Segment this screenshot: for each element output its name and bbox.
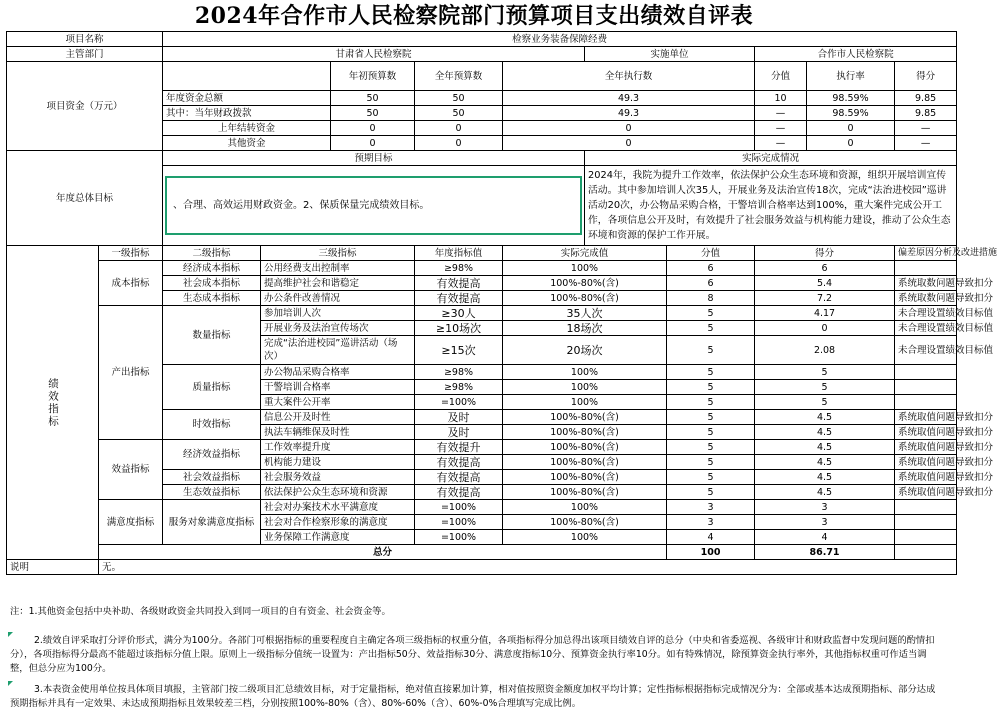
- funds-cell: 0: [415, 136, 503, 151]
- note-cell: [895, 261, 957, 276]
- l2-qty: 数量指标: [163, 306, 261, 365]
- target-cell: ≥98%: [415, 380, 503, 395]
- score-cell: 5: [667, 365, 755, 380]
- l3-cell: 办公条件改善情况: [261, 291, 415, 306]
- l1-benefit: 效益指标: [99, 440, 163, 500]
- score-cell: 3: [667, 500, 755, 515]
- perf-head-got: 得分: [755, 246, 895, 261]
- funds-row-name: 上年结转资金: [163, 121, 331, 136]
- actual-cell: 100%-80%(含): [503, 440, 667, 455]
- target-cell: =100%: [415, 395, 503, 410]
- actual-cell: 35人次: [503, 306, 667, 321]
- actual-cell: 100%-80%(含): [503, 291, 667, 306]
- l3-cell: 业务保障工作满意度: [261, 530, 415, 545]
- actual-cell: 100%: [503, 261, 667, 276]
- note-cell: 系统取值问题导致扣分: [895, 410, 957, 425]
- note-cell: 未合理设置绩效目标值: [895, 321, 957, 336]
- actual-cell: 100%-80%(含): [503, 515, 667, 530]
- score-cell: 5: [667, 380, 755, 395]
- dept-value: 甘肃省人民检察院: [163, 47, 585, 62]
- actual-cell: 100%-80%(含): [503, 470, 667, 485]
- score-cell: 3: [667, 515, 755, 530]
- score-cell: 5: [667, 336, 755, 365]
- target-cell: ≥10场次: [415, 321, 503, 336]
- goals-label: 年度总体目标: [7, 151, 163, 246]
- score-cell: 6: [667, 261, 755, 276]
- l2-quality: 质量指标: [163, 365, 261, 410]
- remark-label: 说明: [7, 560, 99, 575]
- perf-head-note: 偏差原因分析及改进措施: [895, 246, 957, 261]
- perf-head-actual: 实际完成值: [503, 246, 667, 261]
- perf-head-score: 分值: [667, 246, 755, 261]
- got-cell: 7.2: [755, 291, 895, 306]
- actual-cell: 100%: [503, 530, 667, 545]
- l2-social-cost: 社会成本指标: [163, 276, 261, 291]
- got-cell: 6: [755, 261, 895, 276]
- note-cell: 系统取值问题导致扣分: [895, 455, 957, 470]
- target-cell: 有效提升: [415, 440, 503, 455]
- l1-output: 产出指标: [99, 306, 163, 440]
- funds-cell: 0: [331, 121, 415, 136]
- target-cell: 有效提高: [415, 291, 503, 306]
- perf-head-l3: 三级指标: [261, 246, 415, 261]
- score-cell: 4: [667, 530, 755, 545]
- l3-cell: 社会对合作检察形象的满意度: [261, 515, 415, 530]
- total-note: [895, 545, 957, 560]
- l3-cell: 依法保护公众生态环境和资源: [261, 485, 415, 500]
- perf-head-l1: 一级指标: [99, 246, 163, 261]
- funds-cell: 50: [415, 106, 503, 121]
- target-cell: 有效提高: [415, 470, 503, 485]
- target-cell: ≥98%: [415, 365, 503, 380]
- score-cell: 5: [667, 485, 755, 500]
- l2-eco-eff: 生态效益指标: [163, 485, 261, 500]
- remark-value: 无。: [99, 560, 957, 575]
- funds-cell: —: [895, 136, 957, 151]
- note-cell: 系统取值问题导致扣分: [895, 425, 957, 440]
- funds-cell: —: [755, 136, 807, 151]
- l2-eco-cost: 生态成本指标: [163, 291, 261, 306]
- got-cell: 4.5: [755, 485, 895, 500]
- total-label: 总分: [99, 545, 667, 560]
- funds-cell: —: [755, 121, 807, 136]
- l3-cell: 机构能力建设: [261, 455, 415, 470]
- funds-label: 项目资金（万元）: [7, 62, 163, 151]
- total-got: 86.71: [755, 545, 895, 560]
- got-cell: 4.5: [755, 455, 895, 470]
- score-cell: 5: [667, 410, 755, 425]
- page-title: 2024年合作市人民检察院部门预算项目支出绩效自评表: [194, 3, 754, 29]
- actual-cell: 100%: [503, 500, 667, 515]
- note-cell: [895, 530, 957, 545]
- actual-cell: 100%: [503, 380, 667, 395]
- perf-side-text: 绩效指标: [47, 377, 59, 428]
- got-cell: 5.4: [755, 276, 895, 291]
- note-cell: 系统取数问题导致扣分: [895, 291, 957, 306]
- l2-econ-cost: 经济成本指标: [163, 261, 261, 276]
- target-cell: ≥15次: [415, 336, 503, 365]
- funds-cell: 49.3: [503, 106, 755, 121]
- got-cell: 5: [755, 365, 895, 380]
- note-cell: [895, 380, 957, 395]
- funds-cell: 50: [415, 91, 503, 106]
- unit-value: 合作市人民检察院: [755, 47, 957, 62]
- funds-cell: 50: [331, 106, 415, 121]
- note-cell: 系统取值问题导致扣分: [895, 470, 957, 485]
- got-cell: 5: [755, 395, 895, 410]
- target-cell: =100%: [415, 530, 503, 545]
- note-cell: 系统取值问题导致扣分: [895, 485, 957, 500]
- funds-cell: 98.59%: [807, 106, 895, 121]
- actual-cell: 100%-80%(含): [503, 276, 667, 291]
- l2-econ-eff: 经济效益指标: [163, 440, 261, 470]
- l3-cell: 重大案件公开率: [261, 395, 415, 410]
- got-cell: 4.5: [755, 410, 895, 425]
- funds-cell: —: [755, 106, 807, 121]
- l3-cell: 公用经费支出控制率: [261, 261, 415, 276]
- l3-cell: 执法车辆维保及时性: [261, 425, 415, 440]
- actual-cell: 100%-80%(含): [503, 485, 667, 500]
- funds-row-name: 其他资金: [163, 136, 331, 151]
- unit-label: 实施单位: [585, 47, 755, 62]
- perf-head-l2: 二级指标: [163, 246, 261, 261]
- funds-cell: 10: [755, 91, 807, 106]
- l1-satisfaction: 满意度指标: [99, 500, 163, 545]
- note-cell: [895, 365, 957, 380]
- funds-cell: 50: [331, 91, 415, 106]
- funds-cell: 0: [415, 121, 503, 136]
- funds-corner: [163, 62, 331, 91]
- target-cell: =100%: [415, 500, 503, 515]
- total-score: 100: [667, 545, 755, 560]
- l3-cell: 工作效率提升度: [261, 440, 415, 455]
- perf-side-label: [7, 246, 99, 560]
- l2-time: 时效指标: [163, 410, 261, 440]
- got-cell: 3: [755, 515, 895, 530]
- note-cell: [895, 515, 957, 530]
- l3-cell: 提高维护社会和谐稳定: [261, 276, 415, 291]
- note-cell: 未合理设置绩效目标值: [895, 336, 957, 365]
- expected-label: 预期目标: [163, 151, 585, 166]
- funds-cell: 0: [807, 121, 895, 136]
- note-cell: 系统取数问题导致扣分: [895, 276, 957, 291]
- l1-cost: 成本指标: [99, 261, 163, 306]
- funds-cell: 98.59%: [807, 91, 895, 106]
- funds-col-e: 执行率: [807, 62, 895, 91]
- l3-cell: 开展业务及法治宣传场次: [261, 321, 415, 336]
- target-cell: 有效提高: [415, 276, 503, 291]
- funds-row-name: 其中：当年财政拨款: [163, 106, 331, 121]
- funds-col-b: 全年预算数: [415, 62, 503, 91]
- l3-cell: 信息公开及时性: [261, 410, 415, 425]
- score-cell: 5: [667, 395, 755, 410]
- got-cell: 5: [755, 380, 895, 395]
- actual-label: 实际完成情况: [585, 151, 957, 166]
- score-cell: 5: [667, 440, 755, 455]
- got-cell: 4: [755, 530, 895, 545]
- score-cell: 6: [667, 276, 755, 291]
- l2-sat: 服务对象满意度指标: [163, 500, 261, 545]
- funds-cell: 49.3: [503, 91, 755, 106]
- actual-cell: 100%-80%(含): [503, 410, 667, 425]
- score-cell: 5: [667, 455, 755, 470]
- l3-cell: 完成“法治进校园”巡讲活动（场次）: [261, 336, 415, 365]
- funds-col-c: 全年执行数: [503, 62, 755, 91]
- actual-cell: 18场次: [503, 321, 667, 336]
- note-cell: [895, 500, 957, 515]
- l3-cell: 社会对办案技术水平满意度: [261, 500, 415, 515]
- funds-row-name: 年度资金总额: [163, 91, 331, 106]
- note-1: 注：1.其他资金包括中央补助、各级财政资金共同投入到同一项目的自有资金、社会资金等。: [10, 606, 391, 617]
- score-cell: 5: [667, 425, 755, 440]
- actual-cell: 100%: [503, 395, 667, 410]
- got-cell: 4.5: [755, 470, 895, 485]
- target-cell: =100%: [415, 515, 503, 530]
- score-cell: 5: [667, 306, 755, 321]
- score-cell: 8: [667, 291, 755, 306]
- funds-cell: 9.85: [895, 91, 957, 106]
- score-cell: 5: [667, 321, 755, 336]
- target-cell: 有效提高: [415, 455, 503, 470]
- perf-head-target: 年度指标值: [415, 246, 503, 261]
- got-cell: 4.17: [755, 306, 895, 321]
- funds-col-f: 得分: [895, 62, 957, 91]
- self-evaluation-table: [6, 31, 997, 575]
- got-cell: 0: [755, 321, 895, 336]
- score-cell: 5: [667, 470, 755, 485]
- funds-col-a: 年初预算数: [331, 62, 415, 91]
- got-cell: 3: [755, 500, 895, 515]
- l3-cell: 参加培训人次: [261, 306, 415, 321]
- funds-cell: 0: [807, 136, 895, 151]
- funds-cell: 0: [331, 136, 415, 151]
- got-cell: 4.5: [755, 425, 895, 440]
- got-cell: 2.08: [755, 336, 895, 365]
- target-cell: ≥98%: [415, 261, 503, 276]
- funds-cell: 0: [503, 121, 755, 136]
- note-cell: [895, 395, 957, 410]
- actual-cell: 20场次: [503, 336, 667, 365]
- funds-cell: 0: [503, 136, 755, 151]
- target-cell: 及时: [415, 425, 503, 440]
- l2-social-eff: 社会效益指标: [163, 470, 261, 485]
- funds-cell: 9.85: [895, 106, 957, 121]
- project-name: 检察业务装备保障经费: [163, 32, 957, 47]
- target-cell: 有效提高: [415, 485, 503, 500]
- actual-result-text: 2024年，我院为提升工作效率，依法保护公众生态环境和资源，组织开展培训宣传活动。其中参加培训人次35人，开展业务及法治宣传18次，完成“法治进校园”巡讲活动20次，办公物品采购合格，干警培训合格率达到100%，重大案件完成公开工作，各项信息公开及时，有效提升了社会服务效益与机构能力建设，推动了公众生态环境和资源的保护工作开展。: [585, 166, 957, 246]
- target-cell: 及时: [415, 410, 503, 425]
- note-3: 3.本表资金使用单位按具体项目填报，主管部门按二级项目汇总绩效目标，对于定量指标，绝对值直接累加计算，相对值按照资金额度加权平均计算；定性指标根据指标完成情况分为：全部或基本达成预期指标、部分达成预期指标并具有一定效果、未达成预期指标且效果较差三档，分别按照100%-80%（含）、80%-60%（含）、60%-0%合理填写完成比例。: [10, 684, 936, 709]
- note-cell: 系统取值问题导致扣分: [895, 440, 957, 455]
- dept-label: 主管部门: [7, 47, 163, 62]
- project-name-label: 项目名称: [7, 32, 163, 47]
- note-2: 2.绩效自评采取打分评价形式，满分为100分。各部门可根据指标的重要程度自主确定各项三级指标的权重分值，各项指标得分加总得出该项目绩效自评的总分（中央和省委巡视、各级审计和财政监督中发现问题的酌情扣分），各项指标得分最高不能超过该指标分值上限。原则上一级指标分值统一设置为：产出指标50分、效益指标30分、满意度指标10分、预算资金执行率10分。如有特殊情况，除预算资金执行率外，其他指标权重可作适当调整，但总分应为100分。: [10, 635, 935, 674]
- actual-cell: 100%: [503, 365, 667, 380]
- got-cell: 4.5: [755, 440, 895, 455]
- l3-cell: 干警培训合格率: [261, 380, 415, 395]
- target-cell: ≥30人: [415, 306, 503, 321]
- actual-cell: 100%-80%(含): [503, 425, 667, 440]
- actual-cell: 100%-80%(含): [503, 455, 667, 470]
- funds-cell: —: [895, 121, 957, 136]
- note-cell: 未合理设置绩效目标值: [895, 306, 957, 321]
- l3-cell: 社会服务效益: [261, 470, 415, 485]
- l3-cell: 办公物品采购合格率: [261, 365, 415, 380]
- expected-goal-text: 、合理、高效运用财政资金。2、保质保量完成绩效目标。: [165, 176, 582, 235]
- funds-col-d: 分值: [755, 62, 807, 91]
